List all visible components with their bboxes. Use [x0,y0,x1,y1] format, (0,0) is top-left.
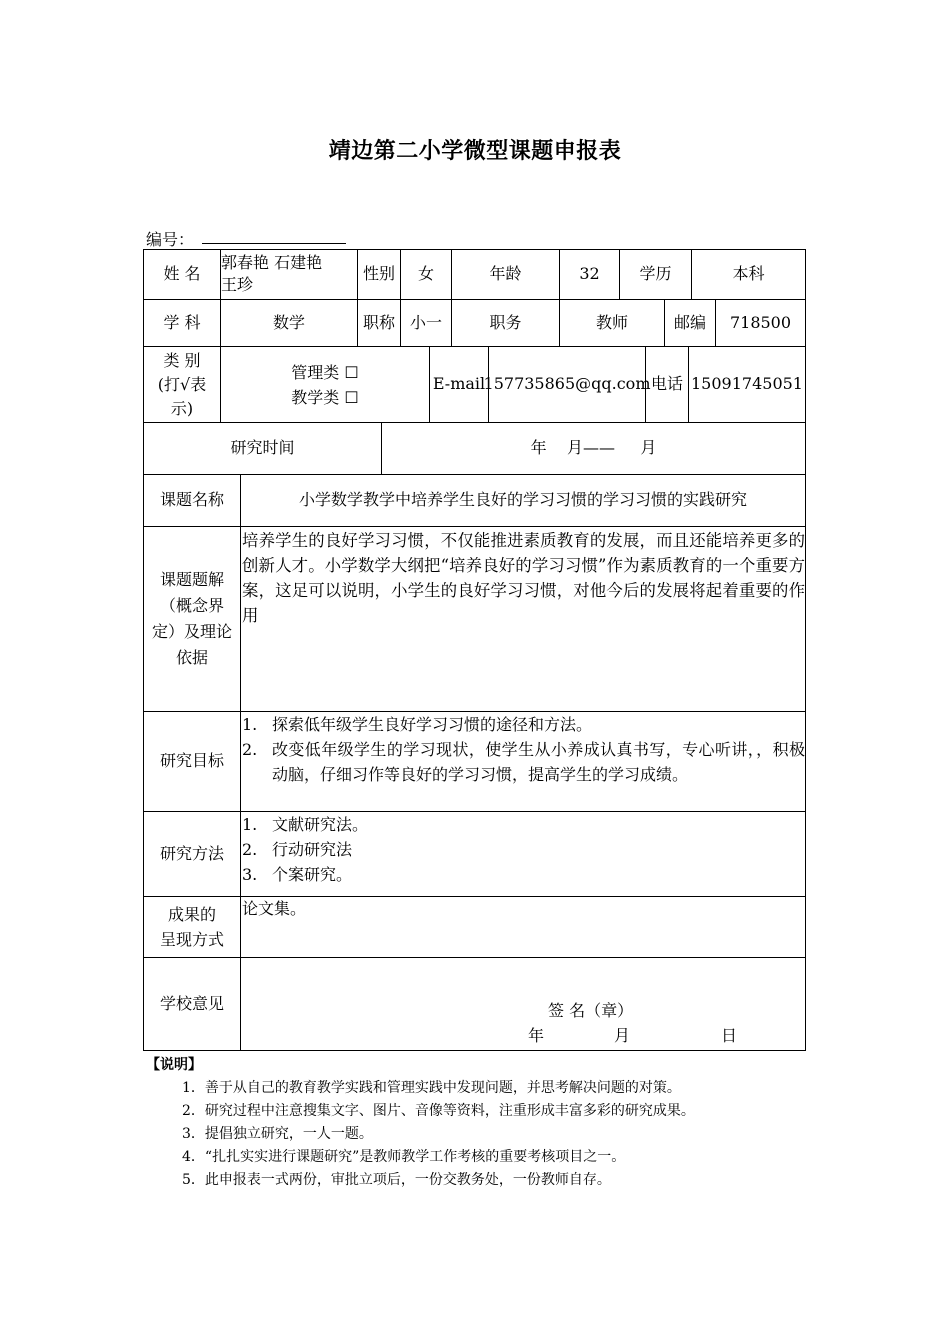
method-item: 2. 行动研究法 [242,840,353,859]
position-label: 职务 [489,312,522,332]
instruction-item: 4．“扎扎实实进行课题研究”是教师教学工作考核的重要考核项目之一。 [182,1149,626,1165]
method-item: 1. 文献研究法。 [242,815,369,834]
research-methods[interactable] [242,812,805,896]
explain-label-line3: 定）及理论 [151,622,232,641]
explain-label-line4: 依据 [175,648,208,667]
email-value[interactable]: 157735865@qq.com [483,374,651,394]
explain-label-line1: 课题题解 [159,570,224,589]
teaching-checkbox[interactable]: 教学类 ☐ [291,387,359,407]
research-time-value[interactable]: 年 月—— 月 [530,438,657,458]
method-item: 3. 个案研究。 [242,865,353,884]
category-label [144,347,220,422]
email-label: E-mail [432,374,486,394]
education-label: 学历 [639,264,672,284]
research-method-label: 研究方法 [159,843,224,863]
age-value[interactable]: 32 [579,264,600,284]
management-checkbox[interactable]: 管理类 ☐ [291,362,359,382]
name-label: 姓 名 [163,264,201,284]
age-label: 年龄 [489,264,522,284]
date-month: 月 [614,1026,631,1045]
instruction-item: 5．此申报表一式两份，审批立项后，一份交教务处，一份教师自存。 [182,1172,611,1188]
name-value-line1: 郭春艳 石建艳 [221,253,323,272]
topic-name-value[interactable]: 小学数学教学中培养学生良好的学习习惯的学习习惯的实践研究 [298,490,747,510]
instructions-heading: 【说明】 [146,1057,202,1073]
page-title: 靖边第二小学微型课题申报表 [328,139,622,164]
subject-label: 学 科 [163,312,201,332]
explain-label-line2: （概念界 [159,596,224,615]
research-goal-label: 研究目标 [159,751,224,771]
research-time-label: 研究时间 [230,438,295,458]
goal-item: 2. 改变低年级学生的学习现状，使学生从小养成认真书写，专心听讲，，积极动脑，仔细习作等良好的学习习惯，提高学生的学习成绩。 [242,740,805,784]
result-form-value[interactable]: 论文集。 [242,899,307,918]
name-value[interactable] [221,252,357,299]
instructions-section [146,1054,695,1192]
topic-explanation-text[interactable]: 培养学生的良好学习习惯，不仅能推进素质教育的发展，而且还能培养更多的创新人才。小学数学大纲把“培养良好的学习习惯”作为素质教育的一个重要方案，这足可以说明，小学生的良好学习习惯，对他今后的发展将起着重要的作用 [242,531,805,625]
research-goals[interactable] [242,712,805,811]
phone-label: 电话 [650,374,683,394]
serial-label: 编号： [146,230,195,249]
school-opinion-area[interactable] [241,958,805,1050]
postcode-label: 邮编 [673,312,706,332]
category-options [221,347,429,422]
subject-value[interactable]: 数学 [272,312,305,332]
postcode-value[interactable]: 718500 [729,312,792,332]
category-label-line2: (打√表 [157,374,207,394]
position-value[interactable]: 教师 [595,312,628,332]
topic-explanation-label [144,527,240,711]
name-value-line2: 王珍 [221,275,254,294]
instruction-item: 2．研究过程中注意搜集文字、图片、音像等资料，注重形成丰富多彩的研究成果。 [182,1103,695,1119]
gender-value[interactable]: 女 [417,264,434,284]
phone-value[interactable]: 15091745051 [691,374,803,394]
instruction-item: 3．提倡独立研究，一人一题。 [182,1126,373,1142]
result-label-line1: 成果的 [167,905,216,924]
topic-name-label: 课题名称 [159,490,224,510]
date-day: 日 [721,1026,738,1045]
professional-title-label: 职称 [362,312,395,332]
result-label-line2: 呈现方式 [159,930,224,949]
result-form-label [144,897,240,957]
category-label-line3: 示) [170,398,194,418]
instruction-item: 1．善于从自己的教育教学实践和管理实践中发现问题，并思考解决问题的对策。 [182,1080,681,1096]
signature-label: 签 名（章） [548,1001,634,1020]
school-opinion-label: 学校意见 [159,993,224,1013]
education-value[interactable]: 本科 [732,264,765,284]
date-year: 年 [528,1026,545,1045]
professional-title-value[interactable]: 小一 [409,312,442,332]
goal-item: 1. 探索低年级学生良好学习习惯的途径和方法。 [242,715,593,734]
category-label-line1: 类 别 [163,350,201,370]
gender-label: 性别 [362,264,395,284]
